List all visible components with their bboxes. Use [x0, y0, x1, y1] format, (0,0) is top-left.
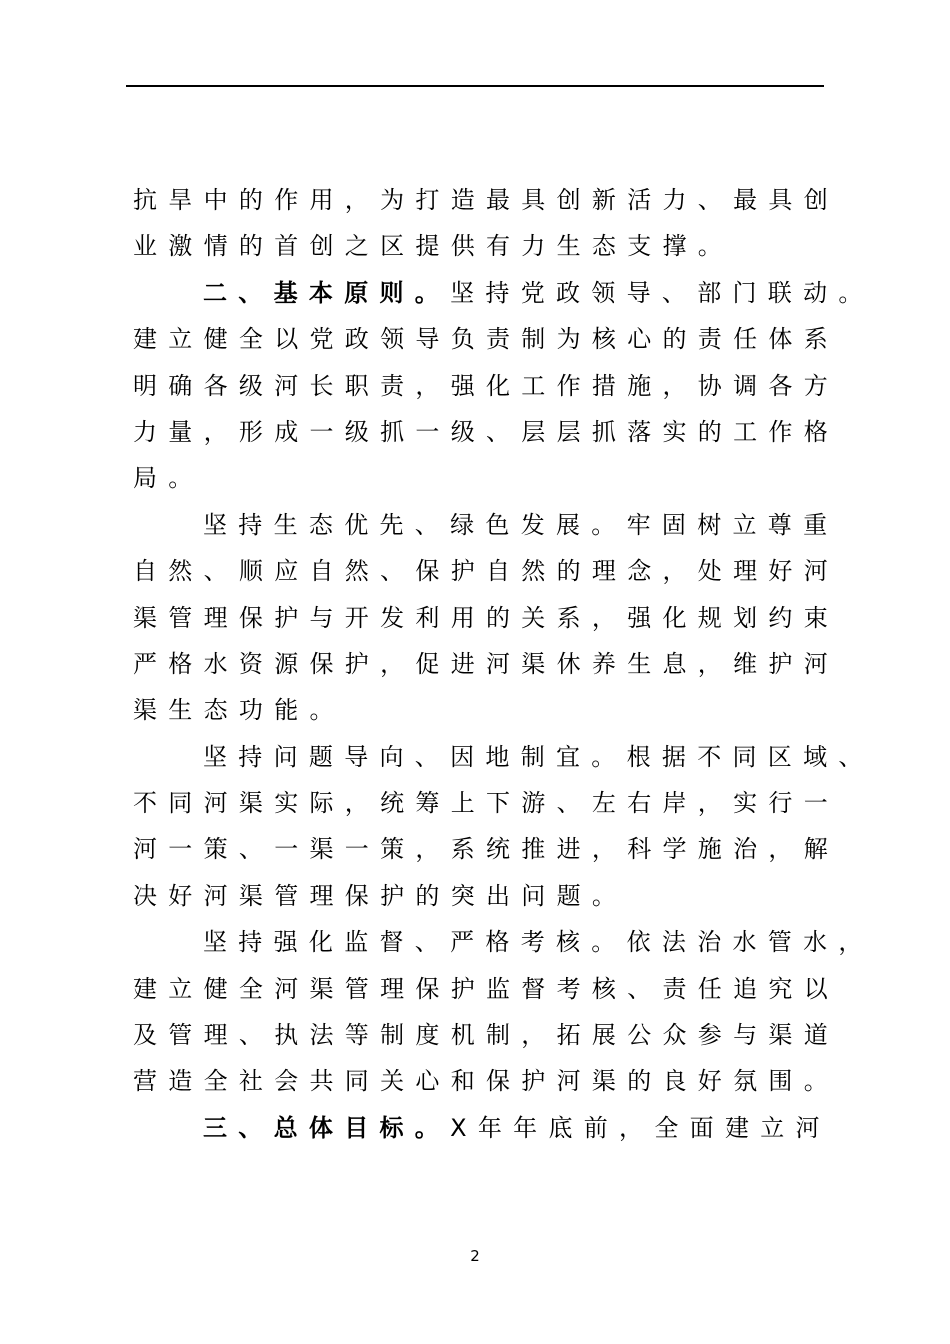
section-heading: 二、基本原则。: [203, 278, 451, 307]
line-text: 营造全社会共同关心和保护河渠的良好氛围。: [133, 1067, 839, 1096]
text-line: [133, 641, 843, 687]
section-heading-line: [133, 1105, 843, 1151]
line-text: 坚持生态优先、绿色发展。牢固树立尊重: [203, 510, 839, 539]
line-text: 坚持党政领导、部门联动。: [450, 278, 874, 307]
line-text: 业激情的首创之区提供有力生态支撑。: [133, 232, 734, 261]
text-line: [133, 873, 843, 919]
text-line: [133, 1012, 843, 1058]
line-text: 决好河渠管理保护的突出问题。: [133, 881, 628, 910]
text-line: [133, 177, 843, 223]
text-line: [133, 1058, 843, 1104]
header-rule: [126, 85, 824, 87]
line-text: 及管理、执法等制度机制，拓展公众参与渠道: [133, 1021, 839, 1050]
document-body: [133, 177, 874, 1151]
line-text: 自然、顺应自然、保护自然的理念，处理好河: [133, 557, 839, 586]
section-heading-line: [133, 270, 874, 316]
line-text: 严格水资源保护，促进河渠休养生息，维护河: [133, 649, 839, 678]
text-line: [133, 223, 843, 269]
line-text: 建立健全河渠管理保护监督考核、责任追究以: [133, 974, 839, 1003]
text-line: [133, 316, 843, 362]
line-text: 明确各级河长职责，强化工作措施，协调各方: [133, 371, 839, 400]
text-line: [133, 363, 843, 409]
text-line: [133, 595, 843, 641]
text-line: [133, 409, 843, 455]
text-line: [133, 548, 843, 594]
text-line: [133, 780, 843, 826]
text-line: [133, 687, 843, 733]
page-number: 2: [470, 1247, 480, 1265]
text-line: [133, 455, 843, 501]
line-text: 不同河渠实际，统筹上下游、左右岸，实行一: [133, 789, 839, 818]
line-text: 渠生态功能。: [133, 696, 345, 725]
line-text: 河一策、一渠一策，系统推进，科学施治，解: [133, 835, 839, 864]
section-heading: 三、总体目标。: [203, 1113, 451, 1142]
line-text: X年年底前，全面建立河: [450, 1113, 831, 1142]
line-text: 坚持强化监督、严格考核。依法治水管水，: [203, 928, 874, 957]
paragraph-start-line: [133, 734, 874, 780]
text-line: [133, 826, 843, 872]
line-text: 力量，形成一级抓一级、层层抓落实的工作格: [133, 417, 839, 446]
paragraph-start-line: [133, 502, 843, 548]
line-text: 坚持问题导向、因地制宜。根据不同区域、: [203, 742, 874, 771]
line-text: 渠管理保护与开发利用的关系，强化规划约束: [133, 603, 839, 632]
paragraph-start-line: [133, 919, 874, 965]
line-text: 抗旱中的作用，为打造最具创新活力、最具创: [133, 186, 839, 214]
line-text: 局。: [133, 464, 204, 493]
text-line: [133, 966, 843, 1012]
line-text: 建立健全以党政领导负责制为核心的责任体系: [133, 325, 839, 354]
